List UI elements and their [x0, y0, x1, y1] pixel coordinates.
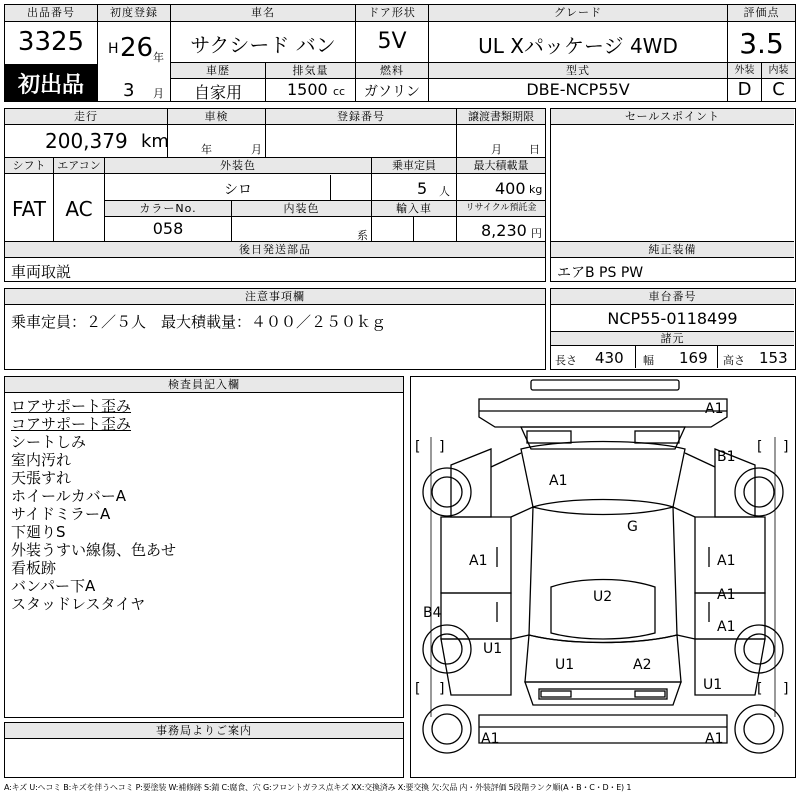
displacement: 1500 — [287, 80, 328, 99]
transfer-label: 譲渡書類期限 — [457, 109, 545, 125]
first-reg-label: 初度登録 — [98, 5, 170, 22]
damage-mark: A2 — [633, 657, 652, 673]
inspector-item: バンパー下A — [11, 577, 96, 595]
fuel-label: 燃料 — [356, 63, 428, 79]
notes-text: 乗車定員：２／５人 最大積載量：４００／２５０ｋｇ — [11, 313, 387, 331]
first-listing-badge — [5, 64, 97, 101]
score-label: 評価点 — [728, 5, 795, 22]
transfer-day-unit: 日 — [529, 143, 540, 156]
bracket-left: ] — [439, 681, 445, 697]
seating-label: 乗車定員 — [372, 158, 456, 174]
notes-block — [4, 288, 546, 370]
inspector-item: 下廻りS — [11, 523, 66, 541]
displacement-unit: cc — [333, 85, 346, 98]
reg-year-unit: 年 — [153, 51, 164, 64]
damage-mark: U1 — [703, 677, 723, 693]
length-label: 長さ — [555, 354, 577, 367]
inspector-item: 看板跡 — [11, 559, 57, 577]
bracket-right: ] — [783, 681, 789, 697]
chassis-label: 車台番号 — [551, 289, 794, 305]
shift-label: シフト — [5, 158, 53, 174]
car-name-label: 車名 — [171, 5, 355, 22]
bracket-left: [ — [415, 681, 421, 697]
chassis-block — [550, 288, 796, 370]
lot-no-label: 出品番号 — [5, 5, 97, 22]
inspection-label: 車検 — [168, 109, 265, 125]
reg-year: 26 — [120, 33, 154, 63]
car-name: サクシード バン — [190, 33, 336, 57]
damage-mark: A1 — [705, 401, 724, 417]
reg-no-label: 登録番号 — [266, 109, 456, 125]
width-label: 幅 — [643, 354, 654, 367]
door-type: 5V — [377, 29, 407, 54]
damage-mark: A1 — [481, 731, 500, 747]
bracket-right: [ — [757, 681, 763, 697]
mileage-unit: km — [141, 131, 169, 152]
recycle-unit: 円 — [531, 227, 542, 240]
bracket-right: ] — [783, 439, 789, 455]
inspector-item: 室内汚れ — [11, 451, 72, 469]
recycle-label: リサイクル預託金 — [457, 201, 545, 217]
inspector-list — [11, 397, 176, 613]
damage-mark: A1 — [549, 473, 568, 489]
model-label: 型式 — [429, 63, 727, 79]
int-grade: C — [772, 79, 785, 100]
equipment: エアB PS PW — [557, 265, 644, 281]
int-color-unit: 系 — [357, 229, 368, 242]
int-color-label: 内装色 — [232, 201, 371, 217]
model: DBE-NCP55V — [526, 80, 630, 99]
width: 169 — [679, 349, 708, 367]
max-load-label: 最大積載量 — [457, 158, 545, 174]
grade: UL Xパッケージ 4WD — [478, 34, 678, 58]
door-label: ドア形状 — [356, 5, 428, 22]
equipment-label: 純正装備 — [551, 242, 794, 258]
office-block — [4, 722, 404, 778]
transfer-month-unit: 月 — [491, 143, 502, 156]
inspector-item: コアサポート歪み — [11, 415, 132, 433]
inspection-month-unit: 月 — [251, 143, 262, 156]
seating-unit: 人 — [439, 185, 450, 198]
dims-label: 諸元 — [551, 332, 794, 346]
damage-mark: A1 — [717, 587, 736, 603]
inspector-item: 天張すれ — [11, 469, 72, 487]
header-block — [4, 4, 796, 102]
damage-mark: A1 — [469, 553, 488, 569]
max-load: 400 — [495, 179, 526, 198]
ext-color: シロ — [224, 182, 252, 198]
history: 自家用 — [193, 83, 242, 102]
max-load-unit: kg — [529, 183, 543, 196]
fuel: ガソリン — [364, 84, 420, 100]
car-outline — [411, 377, 795, 777]
legend: A:キズ U:ヘコミ B:キズを伴うヘコミ P:要塗装 W:補修跡 S:錆 C:腐食、穴 G:フロントガラス点キズ XX:交換済み X:要交換 欠:欠品 内・外装評価 5段階ランク順(A・B・C・D・E) 1 — [4, 783, 632, 792]
damage-mark: B4 — [423, 605, 442, 621]
notes-label: 注意事項欄 — [5, 289, 545, 305]
inspector-item: ロアサポート歪み — [11, 397, 132, 415]
shift: FAT — [11, 197, 46, 221]
inspection-year-unit: 年 — [201, 143, 212, 156]
reg-month: 3 — [123, 80, 135, 101]
displacement-label: 排気量 — [266, 63, 355, 79]
inspector-item: 外装うすい線傷、色あせ — [11, 541, 177, 559]
office-label: 事務局よりご案内 — [5, 723, 403, 739]
first-listing-text: 初出品 — [17, 73, 84, 98]
damage-mark: U1 — [555, 657, 575, 673]
bracket-left: [ — [415, 439, 421, 455]
inspector-item: シートしみ — [11, 433, 87, 451]
sales-points-label: セールスポイント — [551, 109, 794, 125]
chassis-number: NCP55-0118499 — [607, 309, 738, 328]
car-diagram — [410, 376, 796, 778]
damage-mark: A1 — [717, 619, 736, 635]
seating: 5 — [417, 179, 428, 198]
reg-month-unit: 月 — [153, 87, 164, 100]
mileage: 200,379 — [45, 129, 128, 153]
damage-mark: G — [627, 519, 638, 535]
lot-number: 3325 — [17, 27, 85, 57]
damage-mark: B1 — [717, 449, 736, 465]
inspector-item: ホイールカバーA — [11, 487, 126, 505]
height-label: 高さ — [723, 354, 745, 367]
import-label: 輸入車 — [372, 201, 456, 217]
inspector-block — [4, 376, 404, 718]
grade-label: グレード — [429, 5, 727, 22]
spec-block — [4, 108, 546, 282]
damage-mark: U1 — [483, 641, 503, 657]
score: 3.5 — [739, 27, 784, 60]
sales-block — [550, 108, 796, 282]
ac-label: エアコン — [54, 158, 104, 174]
bracket-left: ] — [439, 439, 445, 455]
ext-color-label: 外装色 — [105, 158, 371, 174]
bracket-right: [ — [757, 439, 763, 455]
height: 153 — [759, 349, 788, 367]
damage-mark: A1 — [705, 731, 724, 747]
ext-grade: D — [737, 79, 752, 100]
era: H — [108, 41, 119, 57]
ac: AC — [65, 197, 93, 221]
mileage-label: 走行 — [5, 109, 167, 125]
damage-mark: A1 — [717, 553, 736, 569]
color-no-label: カラーNo. — [105, 201, 231, 217]
inspector-item: サイドミラーA — [11, 505, 111, 523]
history-label: 車歴 — [171, 63, 265, 79]
length: 430 — [595, 349, 624, 367]
recycle-amount: 8,230 — [481, 221, 527, 240]
color-no: 058 — [152, 219, 184, 238]
inspector-item: スタッドレスタイヤ — [11, 595, 146, 613]
ext-grade-label: 外装 — [728, 63, 761, 79]
damage-mark: U2 — [593, 589, 613, 605]
inspector-label: 検査員記入欄 — [5, 377, 403, 393]
later-parts-label: 後日発送部品 — [5, 242, 545, 258]
later-parts: 車両取説 — [11, 263, 72, 281]
int-grade-label: 内装 — [762, 63, 795, 79]
